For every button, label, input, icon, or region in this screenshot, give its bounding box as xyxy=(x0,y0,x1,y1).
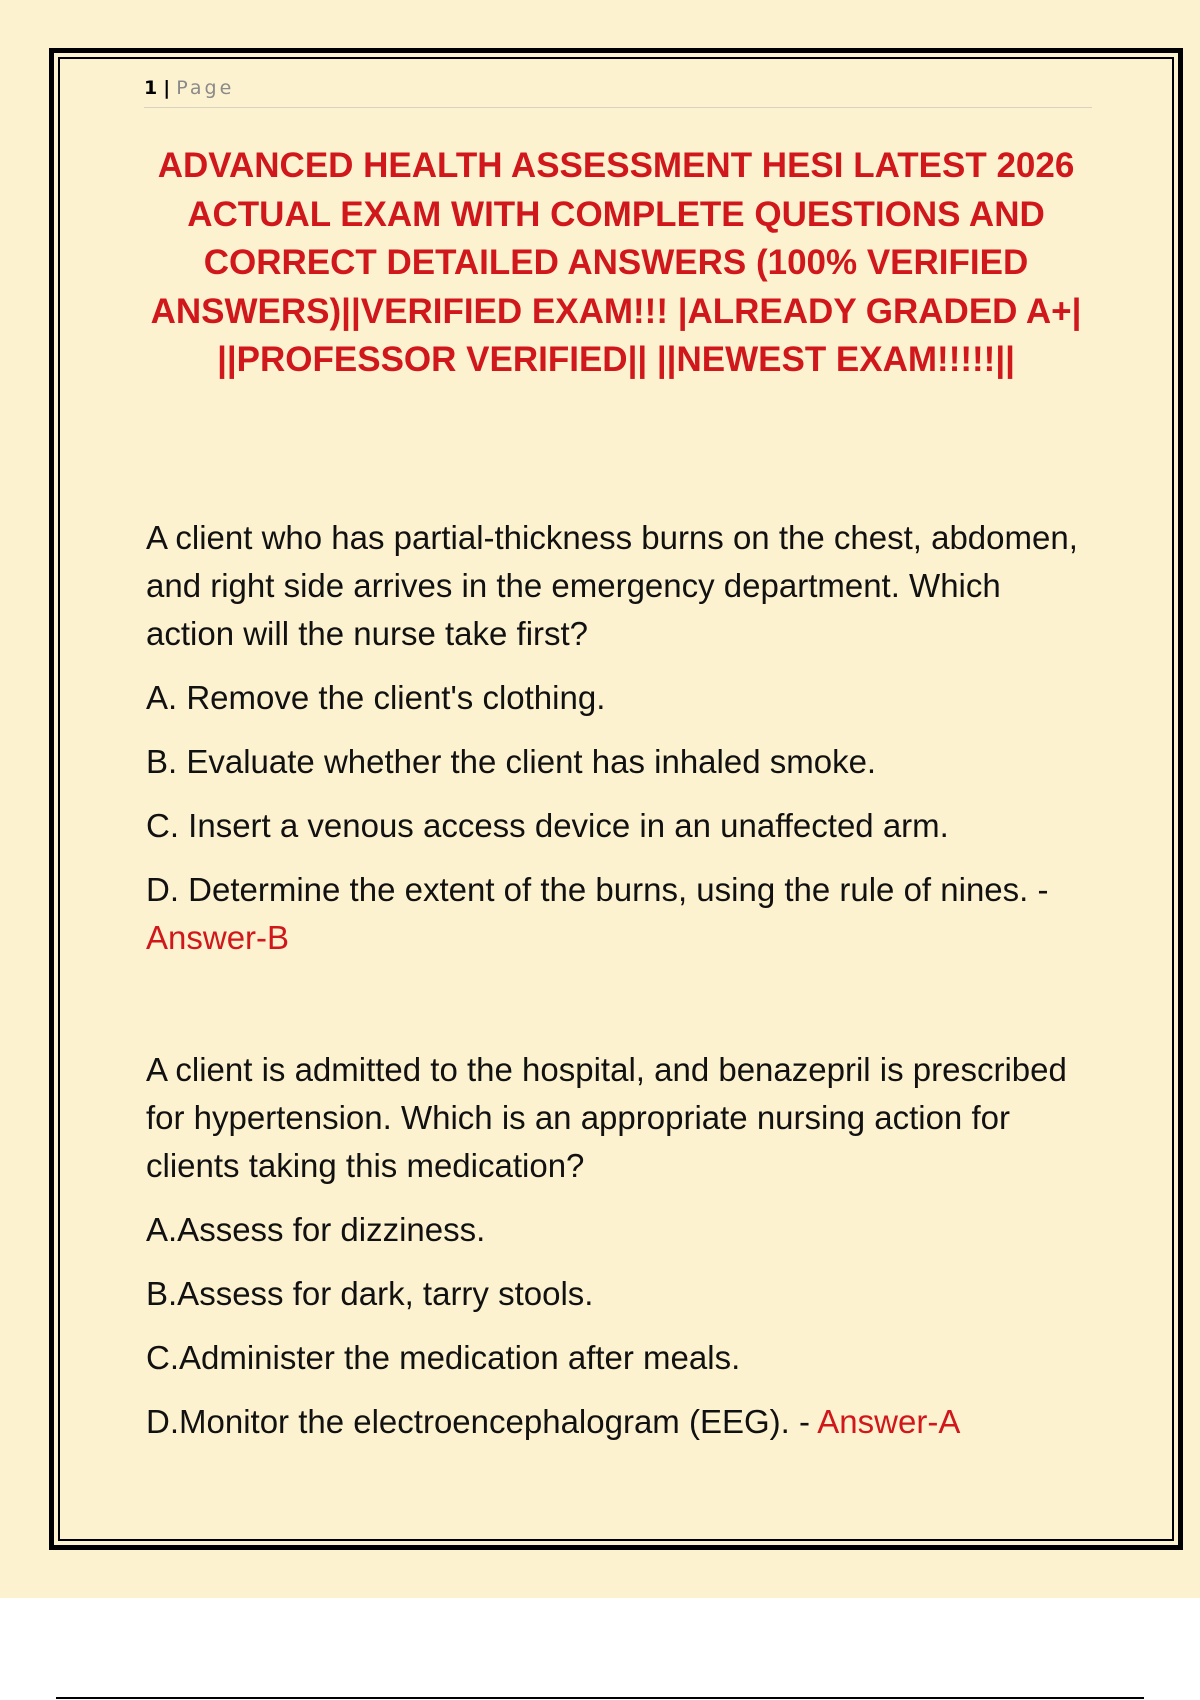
option-b: B.Assess for dark, tarry stools. xyxy=(146,1275,594,1312)
page-label: Page xyxy=(176,77,235,99)
page-separator: | xyxy=(163,77,171,99)
option-c: C.Administer the medication after meals. xyxy=(146,1339,741,1376)
document-title: ADVANCED HEALTH ASSESSMENT HESI LATEST 2026 ACTUAL EXAM WITH COMPLETE QUESTIONS AND CORRECT DETAILED ANSWERS (100% VERIFIED ANSWERS)||VERIFIED EXAM!!! |ALREADY GRADED A+| ||PROFESSOR VERIFIED|| ||NEWEST EXAM!!!!!|| xyxy=(150,146,1082,379)
page-header xyxy=(144,75,1092,108)
option-c: C. Insert a venous access device in an unaffected arm. xyxy=(146,807,949,844)
page-number: 1 xyxy=(144,77,158,99)
option-a: A.Assess for dizziness. xyxy=(146,1211,486,1248)
option-d-text: D. Determine the extent of the burns, using the rule of nines. - xyxy=(146,871,1049,908)
option-b: B. Evaluate whether the client has inhaled smoke. xyxy=(146,743,877,780)
option-d xyxy=(146,1398,1086,1446)
option-a: A. Remove the client's clothing. xyxy=(146,679,606,716)
option-d-text: D.Monitor the electroencephalogram (EEG). - xyxy=(146,1403,818,1440)
option-d xyxy=(146,866,1086,962)
question-text: A client is admitted to the hospital, and benazepril is prescribed for hypertension. Which is an appropriate nursing action for clients taking this medication? xyxy=(146,1051,1067,1184)
answer-label: Answer-A xyxy=(817,1403,961,1440)
question-text: A client who has partial-thickness burns on the chest, abdomen, and right side arrives in the emergency department. Which action will the nurse take first? xyxy=(146,519,1078,652)
footer-rule xyxy=(56,1697,1144,1699)
question-2 xyxy=(146,1046,1086,1446)
answer-label: Answer-B xyxy=(146,919,290,956)
question-1 xyxy=(146,514,1086,962)
